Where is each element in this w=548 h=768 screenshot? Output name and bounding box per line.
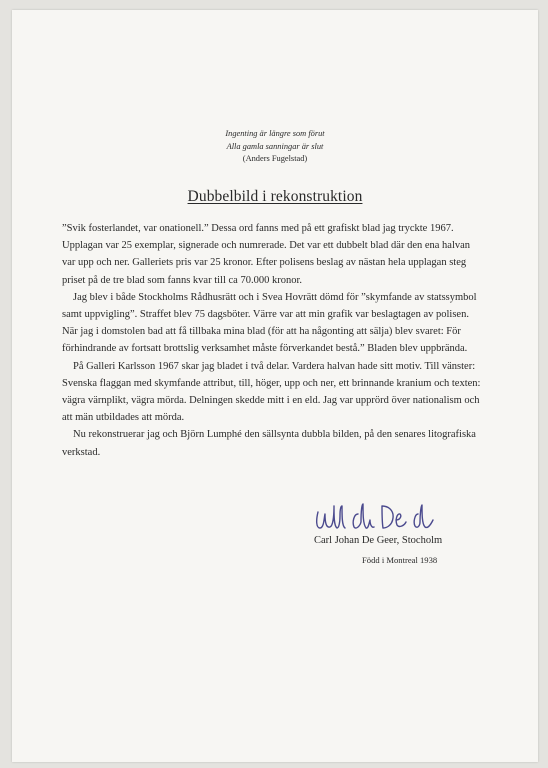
body-text: [62, 220, 486, 461]
handwritten-signature: [312, 498, 442, 538]
epigraph: [12, 128, 538, 166]
paragraph-1: ”Svik fosterlandet, var onationell.” Dessa ord fanns med på ett grafiskt blad jag tryckte 1967. Upplagan var 25 exemplar, signerade och numrerade. Det var ett dubbelt blad där den ena halvan var upp och ner. Galleriets pris var 25 kronor. Efter polisens beslag av nästan hela upplagan steg priset på de tre blad som fanns kvar till ca 70.000 kronor.: [62, 223, 471, 286]
document-title: Dubbelbild i rekonstruktion: [187, 188, 363, 205]
epigraph-line-2: Alla gamla sanningar är slut: [226, 141, 324, 151]
signer-born: Född i Montreal 1938: [362, 555, 438, 565]
signer-name: Carl Johan De Geer, Stocholm: [314, 535, 443, 546]
paragraph-3: På Galleri Karlsson 1967 skar jag bladet i två delar. Vardera halvan hade sitt motiv. Till vänster: Svenska flaggan med skymfande attribut, till, höger, upp och ner, ett brinnande kranium och texten: vägra värnplikt, vägra mörda. Delningen skedde mitt i en eld. Jag var upprörd över nationalism och att män utbildades att mörda.: [62, 360, 481, 424]
paper-sheet: [12, 10, 538, 762]
epigraph-line-1: Ingenting är längre som förut: [225, 129, 325, 138]
paragraph-2: Jag blev i både Stockholms Rådhusrätt och i Svea Hovrätt dömd för ”skymfande av statssymbol samt uppvigling”. Straffet blev 75 dagsböter. Värre var att min grafik var beslagtagen av polisen. När jag i domstolen bad att få tillbaka mina blad (för att ha någonting att sälja) blev svaret: För förhindrande av fortsatt brottslig verksamhet måste förverkandet bestå.” Bladen blev uppbrända.: [62, 291, 477, 355]
epigraph-attribution: (Anders Fugelstad): [242, 154, 308, 163]
paragraph-4: Nu rekonstruerar jag och Björn Lumphé den sällsynta dubbla bilden, på den senares litografiska verkstad.: [62, 429, 476, 458]
